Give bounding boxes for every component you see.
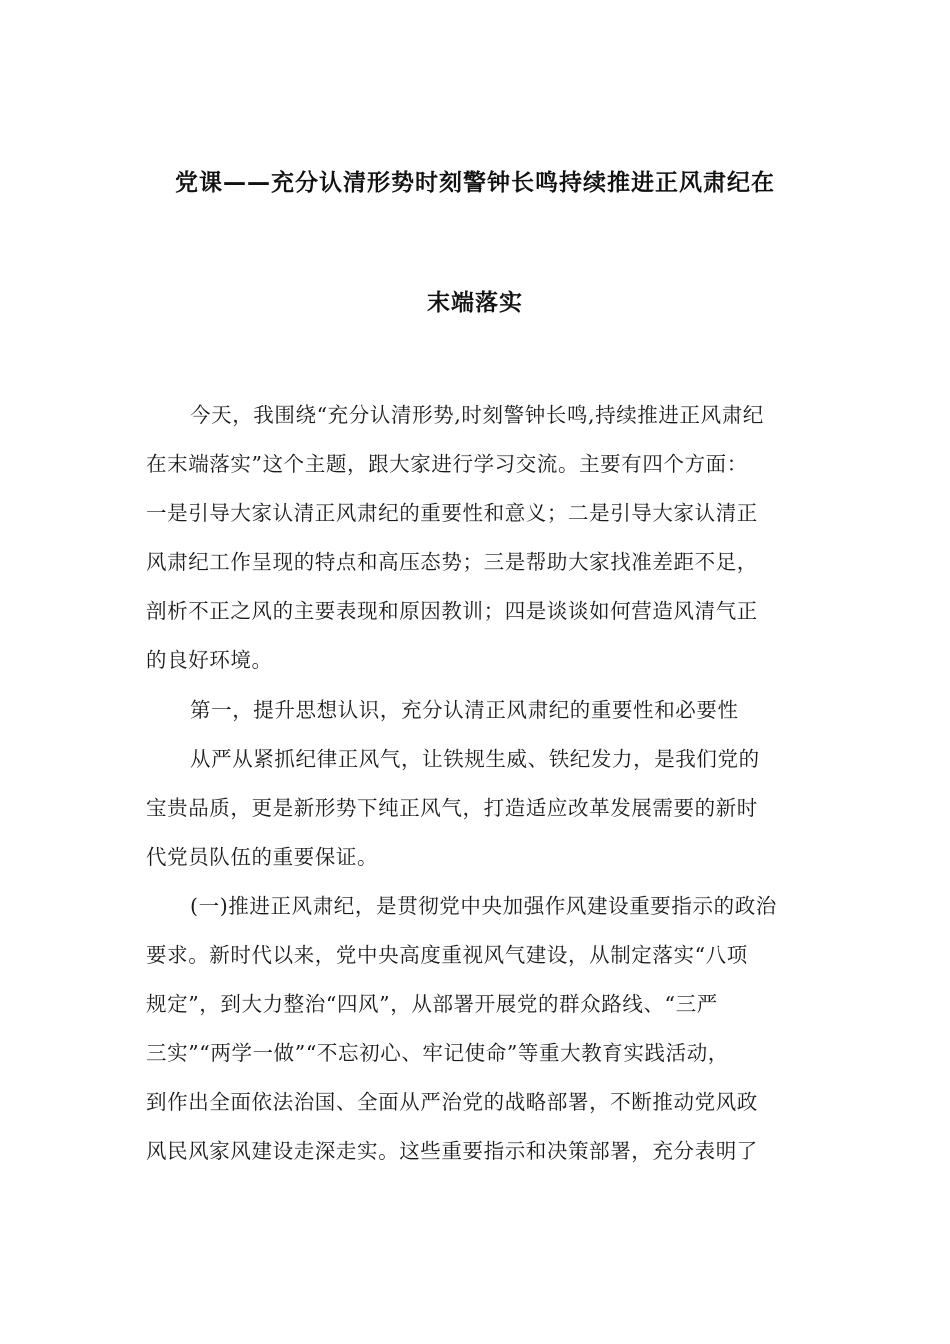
paragraph-intro-line: 的良好环境。 — [146, 648, 273, 673]
paragraph-intro-line: 今天，我围绕“充分认清形势,时刻警钟长鸣,持续推进正风肃纪 — [190, 403, 764, 427]
paragraph-intro-line: 一是引导大家认清正风肃纪的重要性和意义；二是引导大家认清正 — [146, 501, 758, 526]
document-body — [146, 400, 806, 1186]
document-title-line-1: 党课——充分认清形势时刻警钟长鸣持续推进正风肃纪在 — [175, 170, 775, 196]
section-heading-1: 第一，提升思想认识，充分认清正风肃纪的重要性和必要性 — [190, 697, 739, 722]
paragraph-intro-line: 剖析不正之风的主要表现和原因教训；四是谈谈如何营造风清气正 — [146, 599, 758, 624]
paragraph-section-1-line: 代党员队伍的重要保证。 — [146, 844, 379, 869]
paragraph-subsection-1-line: (一)推进正风肃纪，是贯彻党中央加强作风建设重要指示的政治 — [190, 893, 777, 918]
document-title-line-2: 末端落实 — [427, 290, 523, 316]
paragraph-subsection-1-line: 风民风家风建设走深走实。这些重要指示和决策部署，充分表明了 — [146, 1139, 758, 1164]
paragraph-subsection-1-line: 三实”“两学一做”“不忘初心、牢记使命”等重大教育实践活动， — [146, 1041, 729, 1066]
paragraph-section-1-line: 从严从紧抓纪律正风气，让铁规生威、铁纪发力，是我们党的 — [190, 746, 760, 771]
paragraph-subsection-1-line: 要求。新时代以来，党中央高度重视风气建设，从制定落实“八项 — [146, 943, 748, 968]
paragraph-intro-line: 在末端落实”这个主题，跟大家进行学习交流。主要有四个方面： — [146, 452, 748, 477]
paragraph-section-1-line: 宝贵品质，更是新形势下纯正风气，打造适应改革发展需要的新时 — [146, 795, 758, 820]
paragraph-intro-line: 风肃纪工作呈现的特点和高压态势；三是帮助大家找准差距不足， — [146, 550, 758, 575]
paragraph-subsection-1-line: 规定”，到大力整治“四风”，从部署开展党的群众路线、“三严 — [146, 992, 718, 1017]
paragraph-subsection-1-line: 到作出全面依法治国、全面从严治党的战略部署，不断推动党风政 — [146, 1090, 758, 1115]
